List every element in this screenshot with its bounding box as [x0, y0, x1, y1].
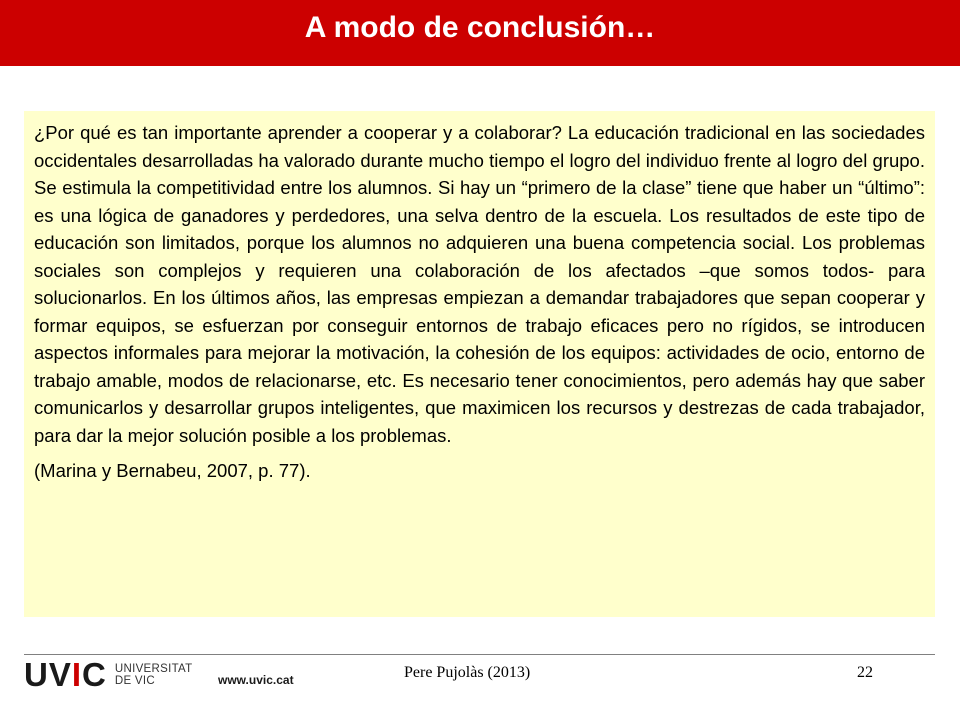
body-paragraph: ¿Por qué es tan importante aprender a cooperar y a colaborar? La educación tradicional en las sociedades occidentales desarrolladas ha valorado durante mucho tiempo el logro del individuo frente al logro del grupo. Se estimula la competitividad entre los alumnos. Si hay un “primero de la clase” tiene que haber un “último”: es una lógica de ganadores y perdedores, una selva dentro de la escuela. Los resultados de este tipo de educación son limitados, porque los alumnos no adquieren una buena competencia social. Los problemas sociales son complejos y requieren una colaboración de los afectados –que somos todos- para solucionarlos. En los últimos años, las empresas empiezan a demandar trabajadores que sepan cooperar y formar equipos, se esfuerzan por conseguir entornos de trabajo eficaces pero no rígidos, se introducen aspectos informales para mejorar la motivación, la cohesión de los equipos: actividades de ocio, entorno de trabajo amable, modos de relacionarse, etc. Es necesario tener conocimientos, pero además hay que saber comunicarlos y desarrollar grupos inteligentes, que maximicen los recursos y destrezas de cada trabajador, para dar la mejor solución posible a los problemas. — [34, 122, 925, 446]
logo-line-universitat: UNIVERSITAT — [114, 663, 193, 675]
uvic-logo-mark — [24, 658, 107, 692]
site-url-link[interactable]: www.uvic.cat — [218, 673, 294, 687]
page-number: 22 — [857, 664, 873, 681]
logo-letter-c: C — [82, 656, 107, 693]
content-box — [24, 111, 935, 617]
citation: (Marina y Bernabeu, 2007, p. 77). — [34, 460, 311, 481]
title-bar — [0, 0, 960, 66]
logo-line-de-vic: DE VIC — [114, 675, 156, 687]
logo-letters-uv: UV — [24, 656, 72, 693]
logo-university-name — [115, 663, 193, 687]
footer-divider — [24, 654, 935, 655]
logo-letter-i: I — [71, 656, 83, 693]
uvic-logo — [24, 658, 193, 692]
footer-author: Pere Pujolàs (2013) — [404, 664, 531, 681]
slide-title: A modo de conclusión… — [304, 11, 656, 44]
